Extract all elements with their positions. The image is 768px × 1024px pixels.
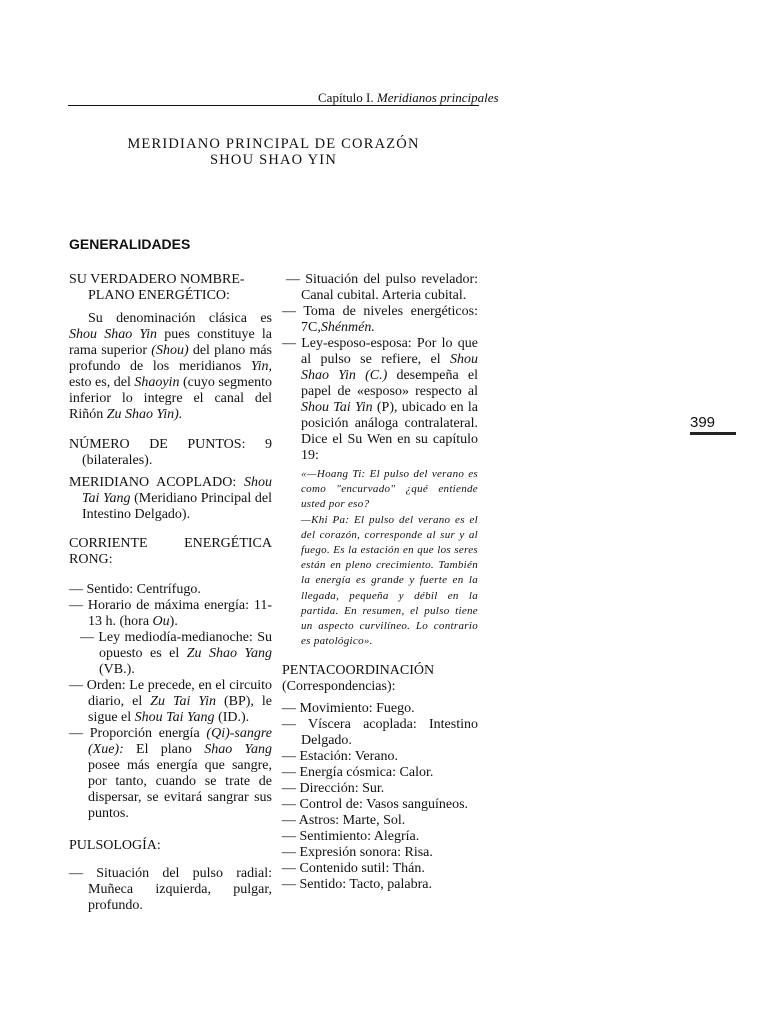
nombre-paragraph-segment: Shou Shao Yin bbox=[69, 327, 158, 342]
corriente-heading bbox=[69, 536, 272, 568]
puntos-line bbox=[69, 437, 272, 469]
nombre-paragraph bbox=[69, 311, 272, 423]
nombre-paragraph-segment: Su denominación clásica es bbox=[88, 311, 272, 326]
penta-item: — Sentimiento: Alegría. bbox=[282, 829, 420, 845]
running-header-section: Meridianos principales bbox=[376, 90, 499, 105]
sentido-line: — Sentido: Centrífugo. bbox=[69, 582, 201, 597]
esposo-text: — Ley-esposo-esposa: Por lo que al pulso se refiere, el bbox=[282, 336, 478, 367]
penta-item: — Astros: Marte, Sol. bbox=[282, 813, 406, 829]
nombre-paragraph-segment: pues constituye la rama superior bbox=[69, 327, 273, 358]
esposo-line bbox=[282, 336, 478, 464]
section-heading: GENERALIDADES bbox=[69, 236, 191, 252]
orden-line bbox=[69, 678, 272, 726]
toma-text: — Toma de niveles energéticos: 7C, bbox=[282, 304, 478, 335]
nombre-paragraph-segment: (Shou) bbox=[151, 343, 189, 358]
running-header-chapter: Capítulo I. bbox=[318, 90, 374, 105]
ley-meridian: Zu Shao Yang bbox=[186, 646, 272, 661]
horario-end: ). bbox=[169, 614, 178, 629]
puntos-label: NÚMERO DE PUNTOS: bbox=[69, 437, 246, 452]
quote-khi-pa: —Khi Pa: El pulso del verano es el del corazón, corresponde al sur y al fuego. Es la estación en que los seres están en pleno crecimiento. También la energía es grande y fuerte en la llegada, pequeña y débil en la partida. En resumen, el pulso tiene un aspecto curvilíneo. Lo contrario es patológico». bbox=[301, 513, 478, 648]
proporcion-text-2: El plano bbox=[123, 742, 205, 757]
penta-heading: PENTACOORDINACIÓN bbox=[282, 663, 435, 679]
chapter-title-line2: SHOU SHAO YIN bbox=[209, 152, 338, 168]
penta-item: — Víscera acoplada: Intestino Delgado. bbox=[282, 717, 478, 749]
quote-hoang-ti: «—Hoang Ti: El pulso del verano es como "encurvado" ¿qué entiende usted por eso? bbox=[301, 468, 478, 511]
right-column bbox=[282, 272, 478, 893]
orden-meridian-2: Shou Tai Yang bbox=[134, 710, 215, 725]
pulso-radial-line: — Situación del pulso radial: Muñeca izquierda, pulgar, profundo. bbox=[69, 866, 272, 913]
nombre-heading bbox=[69, 272, 272, 304]
left-column bbox=[69, 272, 272, 914]
nombre-paragraph-segment: Shaoyin bbox=[134, 375, 180, 390]
penta-item: — Movimiento: Fuego. bbox=[282, 701, 415, 717]
nombre-paragraph-segment: Yin, bbox=[250, 359, 272, 374]
proporcion-text: — Proporción energía bbox=[69, 726, 207, 741]
horario-text: — Horario de máxima energía: 11-13 h. (hora bbox=[69, 598, 272, 629]
proporcion-line bbox=[69, 726, 272, 822]
puntos-value: 9 (bilaterales). bbox=[82, 437, 272, 468]
esposo-end: (P), ubicado en la posición análoga contralateral. Dice el Su Wen en su capítulo 19: bbox=[301, 400, 479, 463]
proporcion-qi-xue: (Qi)-sangre (Xue): bbox=[88, 726, 272, 757]
pulso-revelador-line: — Situación del pulso revelador: Canal cubital. Arteria cubital. bbox=[286, 272, 478, 303]
ley-line bbox=[69, 630, 272, 678]
nombre-heading-line1: SU VERDADERO NOMBRE- bbox=[69, 272, 245, 287]
penta-subheading: (Correspondencias): bbox=[282, 679, 396, 695]
nombre-heading-line2: PLANO ENERGÉTICO: bbox=[88, 288, 230, 303]
nombre-paragraph-segment: (cuyo segmento inferior lo integre el canal del Riñón bbox=[69, 375, 272, 422]
proporcion-plane: Shao Yang bbox=[204, 742, 272, 757]
acoplado-label: MERIDIANO ACOPLADO: bbox=[69, 475, 244, 490]
nombre-paragraph-segment: del plano más profundo de los meridianos bbox=[69, 343, 272, 374]
header-rule bbox=[68, 105, 479, 106]
acoplado-meridian: Shou Tai Yang bbox=[82, 475, 272, 506]
penta-item: — Expresión sonora: Risa. bbox=[282, 845, 433, 861]
penta-item: — Control de: Vasos sanguíneos. bbox=[282, 797, 469, 813]
penta-item: — Contenido sutil: Thán. bbox=[282, 861, 425, 877]
proporcion-end: posee más energía que sangre, por tanto, cuando se trate de dispersar, se evitará sangrar sus puntos. bbox=[88, 758, 272, 821]
esposo-meridian-1: Shou Shao Yin (C.) bbox=[301, 352, 478, 383]
penta-list bbox=[282, 701, 478, 893]
corriente-heading-line1: CORRIENTE ENERGÉTICA bbox=[69, 536, 272, 551]
ley-text: — Ley mediodía-medianoche: Su opuesto es el bbox=[80, 630, 272, 661]
orden-meridian-1: Zu Tai Yin bbox=[150, 694, 216, 709]
orden-end: (ID.). bbox=[214, 710, 250, 725]
orden-text-2: (BP), le sigue el bbox=[88, 694, 272, 725]
toma-point: Shénmén. bbox=[320, 320, 375, 335]
chapter-title-line1: MERIDIANO PRINCIPAL DE CORAZÓN bbox=[127, 136, 420, 152]
ley-end: (VB.). bbox=[99, 662, 135, 677]
acoplado-line bbox=[69, 475, 272, 523]
nombre-paragraph-segment: Zu Shao Yin). bbox=[106, 407, 183, 422]
running-header bbox=[318, 90, 499, 106]
page-number-bar bbox=[690, 432, 736, 435]
page-number: 399 bbox=[690, 414, 716, 431]
corriente-heading-line2: RONG: bbox=[69, 552, 113, 567]
penta-item: — Energía cósmica: Calor. bbox=[282, 765, 434, 781]
orden-text: — Orden: Le precede, en el circuito diario, el bbox=[69, 678, 272, 709]
esposo-meridian-2: Shou Tai Yin bbox=[301, 400, 373, 415]
horario-hora: Ou bbox=[152, 614, 170, 629]
penta-item: — Estación: Verano. bbox=[282, 749, 398, 765]
toma-line bbox=[282, 304, 478, 336]
horario-line bbox=[69, 598, 272, 630]
acoplado-rest: (Meridiano Principal del Intestino Delgado). bbox=[82, 491, 272, 522]
pulsologia-heading: PULSOLOGÍA: bbox=[69, 838, 161, 853]
penta-item: — Sentido: Tacto, palabra. bbox=[282, 877, 433, 893]
nombre-paragraph-segment: esto es, del bbox=[69, 375, 135, 390]
penta-item: — Dirección: Sur. bbox=[282, 781, 385, 797]
esposo-text-2: desempeña el papel de «esposo» respecto al bbox=[301, 368, 478, 399]
